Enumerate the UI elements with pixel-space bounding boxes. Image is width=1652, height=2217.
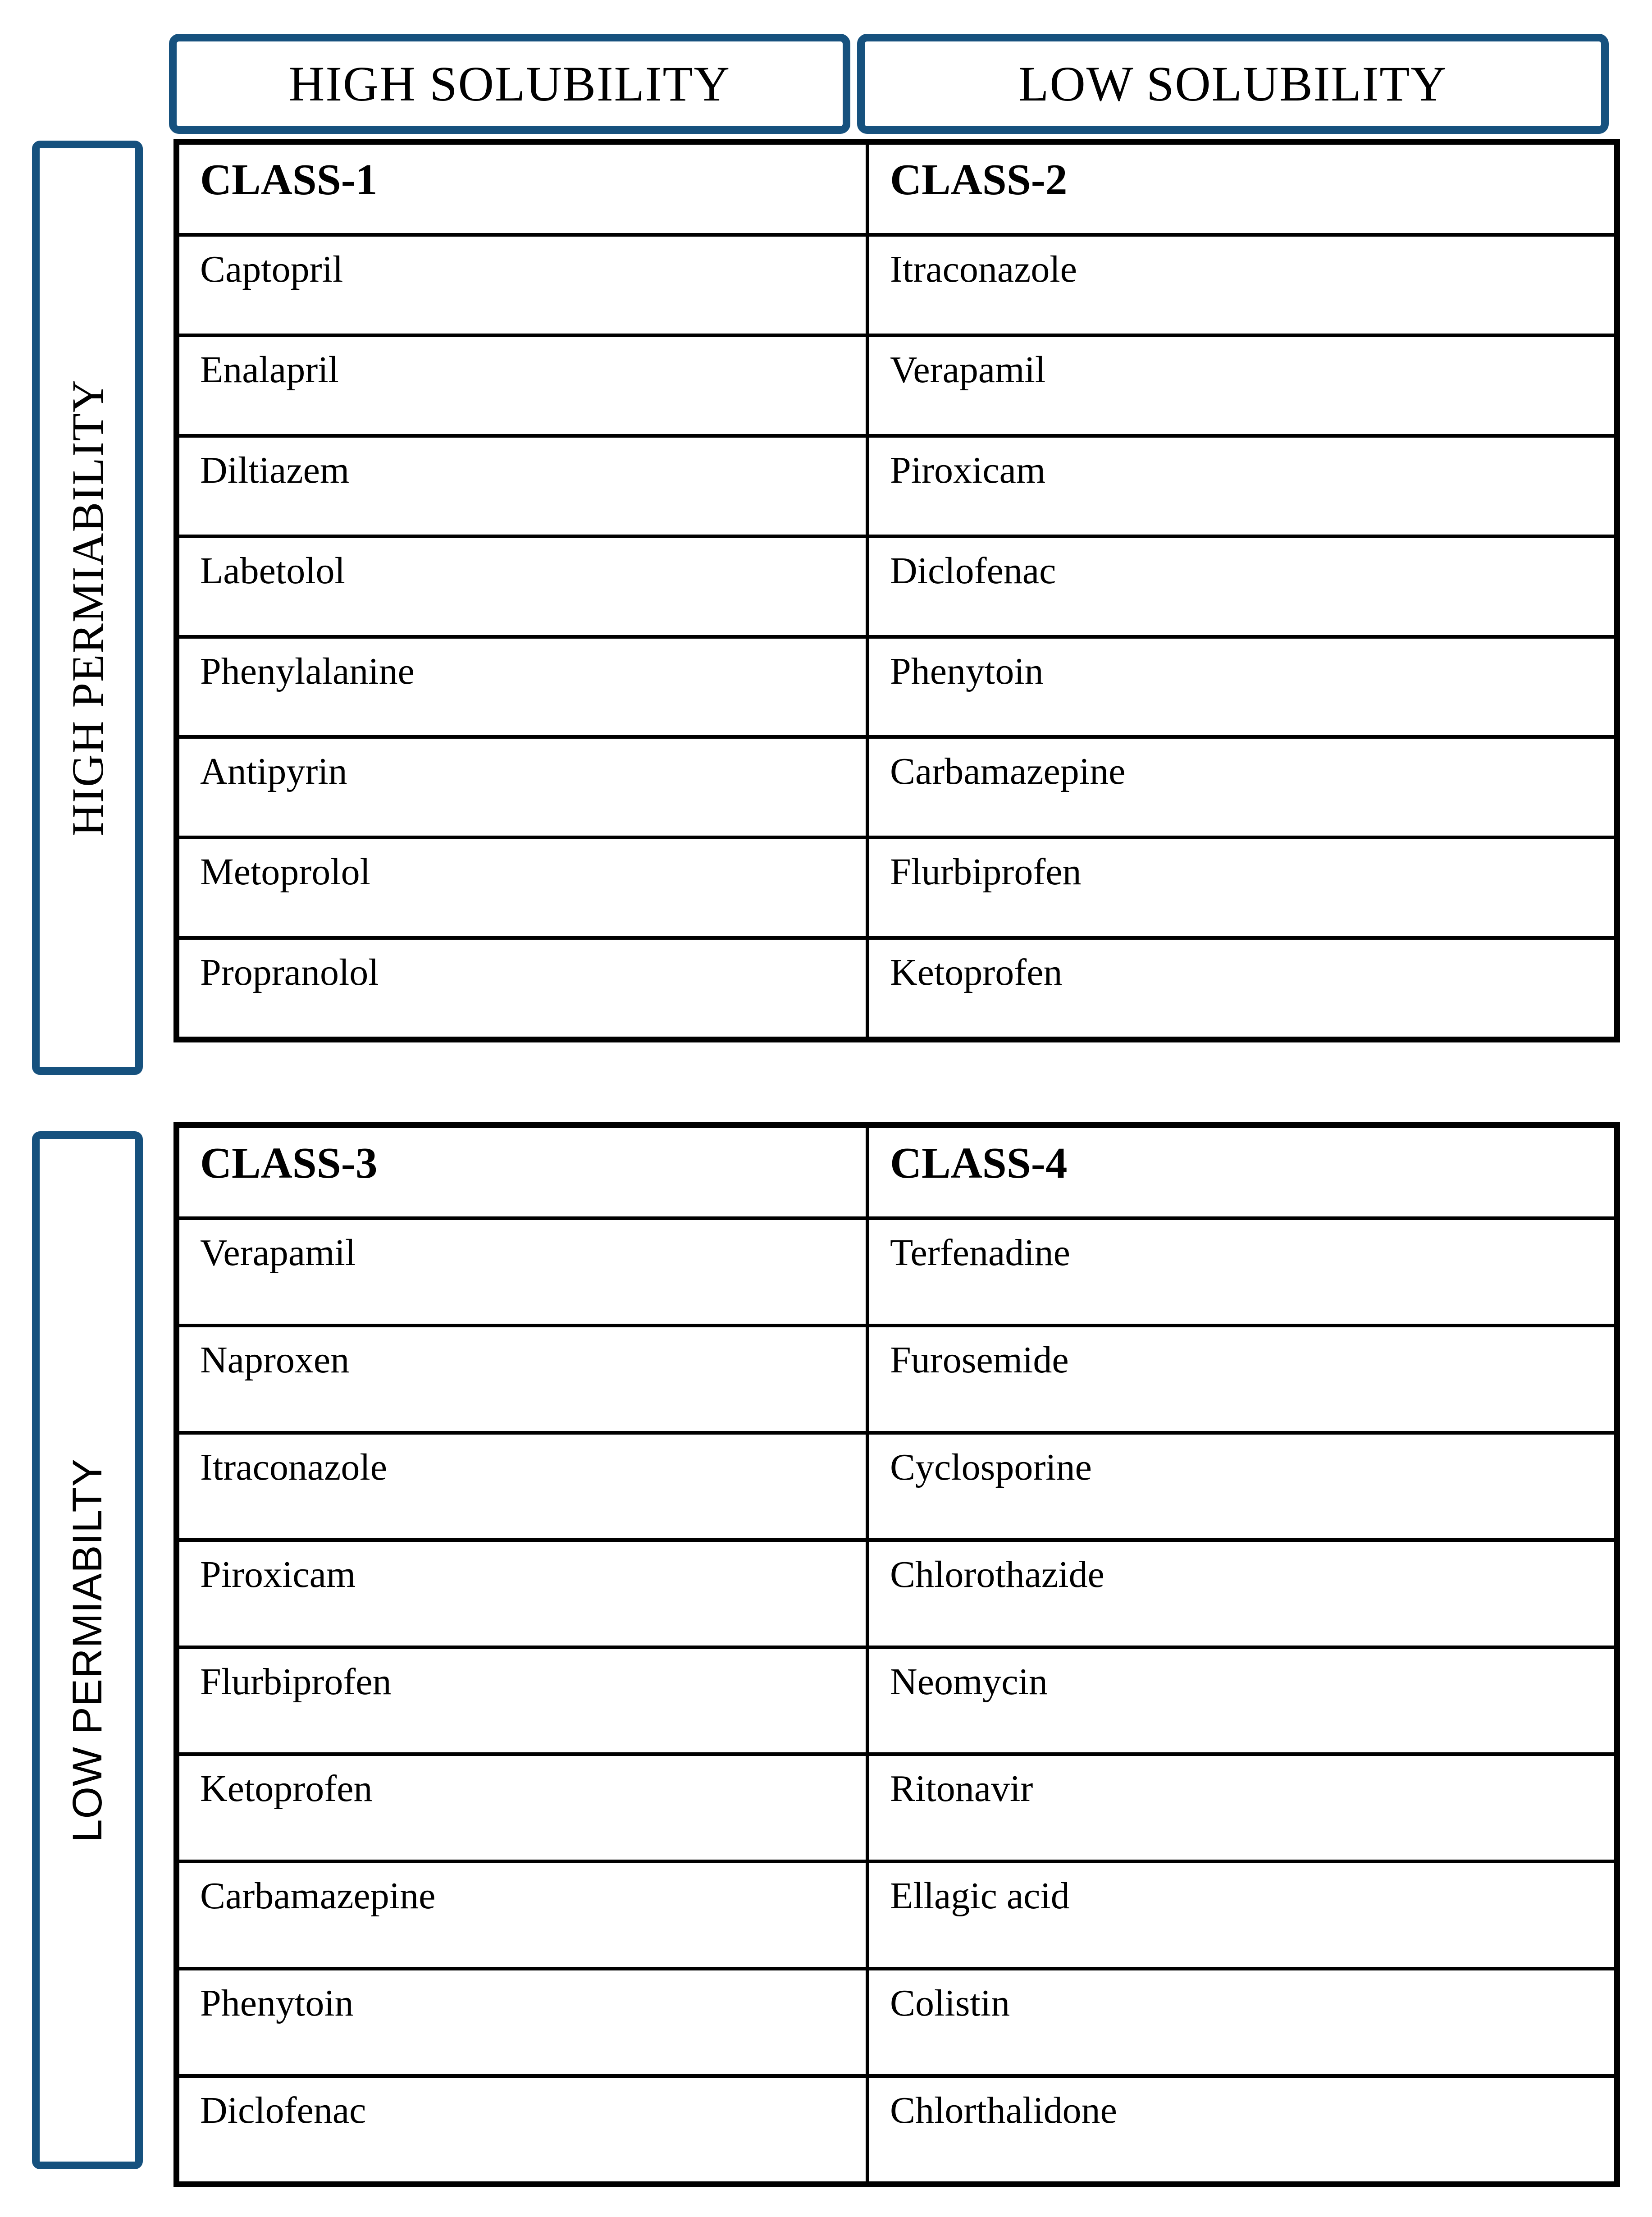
class-header: CLASS-1 xyxy=(200,155,378,204)
high-solubility-header-box xyxy=(169,34,850,134)
drug-cell: Diclofenac xyxy=(866,535,1614,635)
drug-cell: Colistin xyxy=(866,1967,1614,2074)
low-permeability-label: LOW PERMIABILTY xyxy=(64,1458,110,1842)
drug-cell: Phenylalanine xyxy=(179,635,866,736)
drug-cell: Diltiazem xyxy=(179,434,866,535)
drug-cell: Ketoprofen xyxy=(866,936,1614,1037)
drug-cell: Cyclosporine xyxy=(866,1431,1614,1538)
drug-cell: Ritonavir xyxy=(866,1752,1614,1860)
drug-cell: Piroxicam xyxy=(179,1538,866,1646)
class3-class4-table xyxy=(173,1122,1620,2187)
class-header: CLASS-3 xyxy=(200,1139,378,1187)
drug-cell: Ellagic acid xyxy=(866,1860,1614,1967)
drug-cell: Chlorothazide xyxy=(866,1538,1614,1646)
drug-cell: Chlorthalidone xyxy=(866,2074,1614,2181)
drug-cell: Labetolol xyxy=(179,535,866,635)
drug-cell: Captopril xyxy=(179,233,866,334)
low-solubility-label: LOW SOLUBILITY xyxy=(1018,56,1447,111)
drug-cell: Verapamil xyxy=(179,1216,866,1324)
drug-cell: Propranolol xyxy=(179,936,866,1037)
drug-cell: Ketoprofen xyxy=(179,1752,866,1860)
drug-cell: Neomycin xyxy=(866,1646,1614,1753)
drug-cell: Enalapril xyxy=(179,334,866,434)
drug-cell: Antipyrin xyxy=(179,735,866,836)
drug-cell: Verapamil xyxy=(866,334,1614,434)
class-header: CLASS-2 xyxy=(866,145,1614,233)
drug-cell: Flurbiprofen xyxy=(179,1646,866,1753)
drug-cell: Phenytoin xyxy=(866,635,1614,736)
drug-cell: Phenytoin xyxy=(179,1967,866,2074)
drug-cell: Diclofenac xyxy=(179,2074,866,2181)
low-solubility-header-box xyxy=(857,34,1609,134)
drug-cell: Metoprolol xyxy=(179,836,866,936)
class-header: CLASS-4 xyxy=(866,1128,1614,1216)
low-permeability-side-box xyxy=(32,1131,143,2169)
high-permeability-label: HIGH PERMIABILITY xyxy=(62,379,113,837)
drug-cell: Flurbiprofen xyxy=(866,836,1614,936)
high-solubility-label: HIGH SOLUBILITY xyxy=(288,56,731,111)
high-permeability-side-box xyxy=(32,141,143,1075)
drug-cell: Carbamazepine xyxy=(179,1860,866,1967)
class1-class2-table xyxy=(173,139,1620,1042)
drug-cell: Naproxen xyxy=(179,1324,866,1431)
drug-cell: Terfenadine xyxy=(866,1216,1614,1324)
drug-cell: Itraconazole xyxy=(179,1431,866,1538)
drug-cell: Itraconazole xyxy=(866,233,1614,334)
drug-cell: Carbamazepine xyxy=(866,735,1614,836)
drug-cell: Furosemide xyxy=(866,1324,1614,1431)
drug-cell: Piroxicam xyxy=(866,434,1614,535)
